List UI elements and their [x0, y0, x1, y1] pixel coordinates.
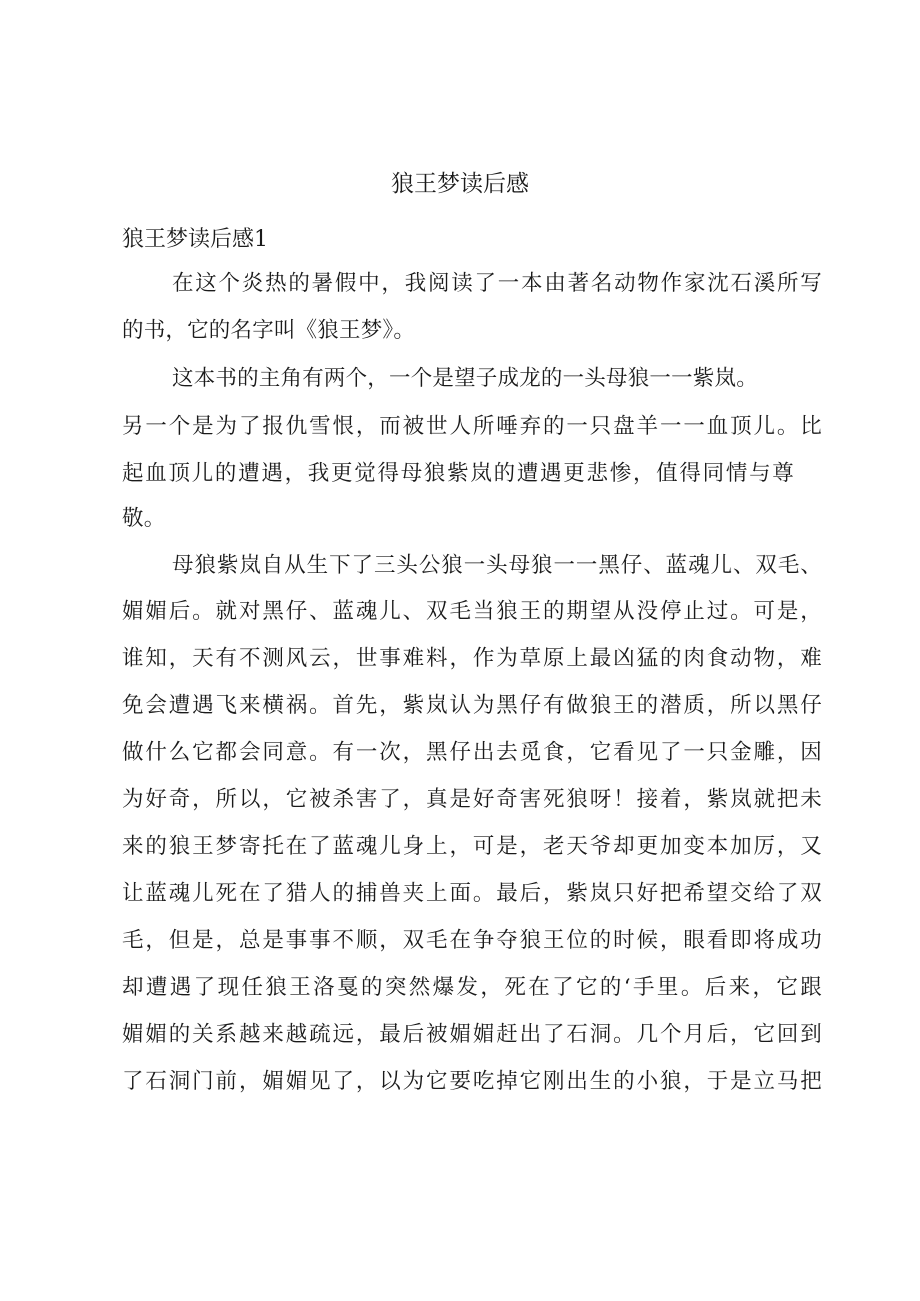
text-line: 媚媚的关系越来越疏远，最后被媚媚赶出了石洞。几个月后，它回到	[122, 1022, 822, 1047]
text-line: 来的狼王梦寄托在了蓝魂儿身上，可是，老天爷却更加变本加厉，又	[122, 834, 822, 859]
text-line: 谁知，天有不测风云，世事难料，作为草原上最凶猛的肉食动物，难	[122, 646, 822, 671]
text-line: 母狼紫岚自从生下了三头公狼一头母狼一一黑仔、蓝魂儿、双毛、	[172, 553, 822, 578]
text-line: 了石洞门前，媚媚见了，以为它要吃掉它刚出生的小狼，于是立马把	[122, 1069, 822, 1094]
text-line: 另一个是为了报仇雪恨，而被世人所唾弃的一只盘羊一一血顶儿。比	[122, 414, 822, 439]
text-line: 的书，它的名字叫《狼王梦》。	[122, 318, 416, 343]
text-line: 毛，但是，总是事事不顺，双毛在争夺狼王位的时候，眼看即将成功	[122, 928, 822, 953]
section-heading: 狼王梦读后感1	[122, 227, 268, 252]
text-line: 这本书的主角有两个，一个是望子成龙的一头母狼一一紫岚。	[172, 366, 758, 391]
text-line: 媚媚后。就对黑仔、蓝魂儿、双毛当狼王的期望从没停止过。可是，	[122, 599, 822, 624]
text-line: 为好奇，所以，它被杀害了，真是好奇害死狼呀！接着，紫岚就把未	[122, 787, 822, 812]
document-title: 狼王梦读后感	[391, 171, 529, 197]
text-line: 让蓝魂儿死在了猎人的捕兽夹上面。最后，紫岚只好把希望交给了双	[122, 881, 822, 906]
text-line: 却遭遇了现任狼王洛戛的突然爆发，死在了它的‘手里。后来，它跟	[122, 975, 822, 1000]
text-line: 敬。	[122, 506, 166, 531]
text-line: 做什么它都会同意。有一次，黑仔出去觅食，它看见了一只金雕，因	[122, 740, 822, 765]
text-line: 起血顶儿的遭遇，我更觉得母狼紫岚的遭遇更悲惨，值得同情与尊	[122, 461, 794, 486]
text-line: 免会遭遇飞来横祸。首先，紫岚认为黑仔有做狼王的潜质，所以黑仔	[122, 693, 822, 718]
text-line: 在这个炎热的暑假中，我阅读了一本由著名动物作家沈石溪所写	[172, 271, 822, 296]
